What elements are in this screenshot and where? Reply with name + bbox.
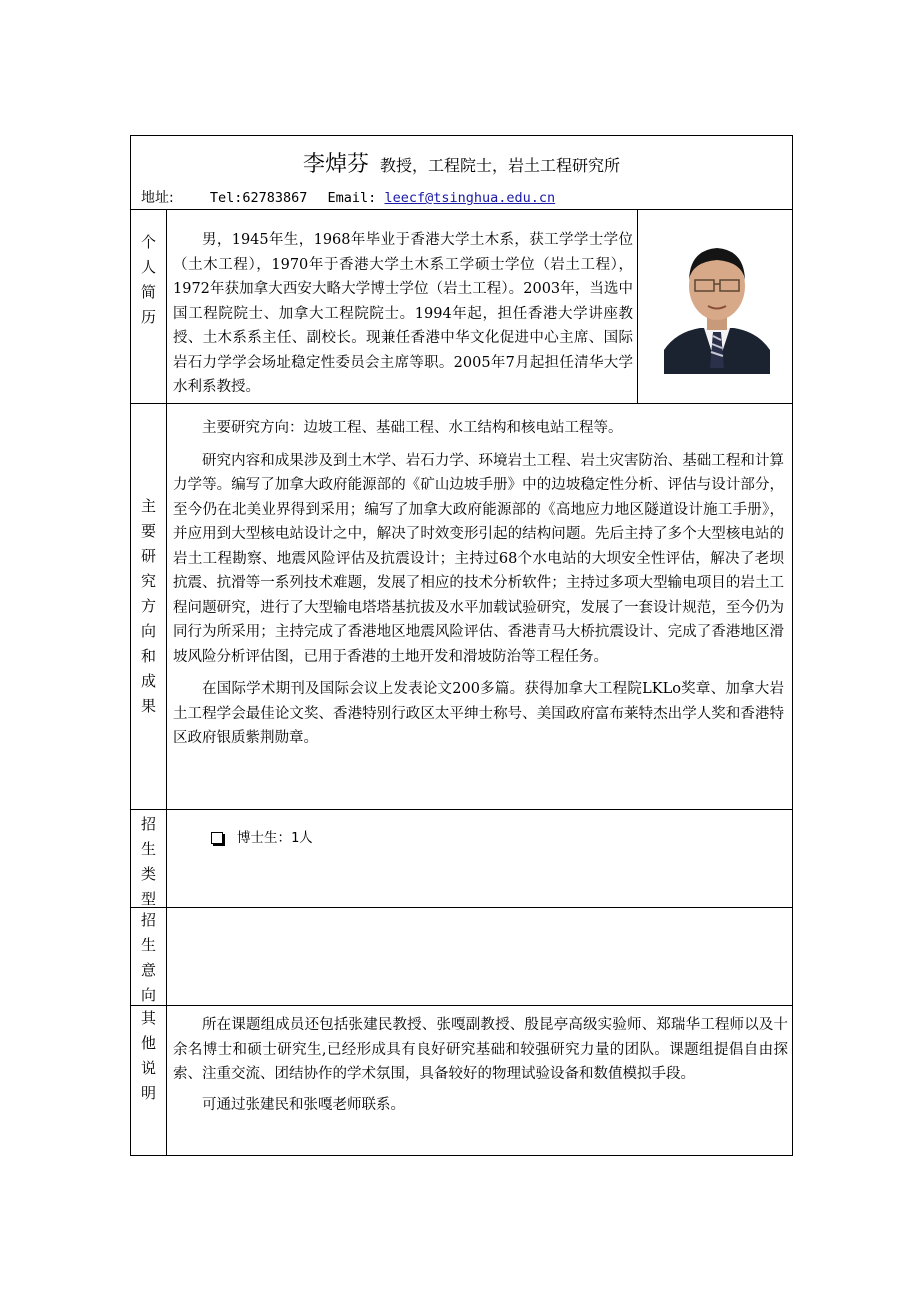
enroll-type-cell [167,810,792,907]
checkbox-icon [211,832,223,844]
team-description: 所在课题组成员还包括张建民教授、张嘎副教授、殷昆亭高级实验师、郑瑞华工程师以及十余名博士和硕士研究生,已经形成具有良好研究基础和较强研究力量的团队。课题组提倡自由探索、注重交流、团结协作的学术氛围，具备较好的物理试验设备和数值模拟手段。 [173,1017,788,1082]
phone-number: Tel:62783867 [209,190,308,206]
email-link[interactable]: leecf@tsinghua.edu.cn [384,190,556,206]
research-awards: 在国际学术期刊及国际会议上发表论文200多篇。获得加拿大工程院LKLo奖章、加拿大岩土工程学会最佳论文奖、香港特别行政区太平绅士称号、美国政府富布莱特杰出学人奖和香港特区政府银质紫荆勋章。 [173,681,784,746]
portrait-photo [664,240,770,374]
professor-name: 李焯芬 [302,152,369,177]
enroll-intent-cell [167,908,792,1005]
research-row [131,404,792,810]
research-label: 主 要 研 究 方 向 和 成 果 [131,404,167,809]
page-title [131,136,792,181]
other-cell [167,1006,792,1155]
professor-title: 教授，工程院士，岩土工程研究所 [380,156,621,175]
resume-label: 个 人 简 历 [131,210,167,403]
header-row [131,136,792,210]
photo-cell [637,210,792,403]
enroll-intent-row [131,908,792,1006]
phd-quota: 博士生：1人 [237,830,313,846]
contact-line [131,187,792,207]
enroll-type-label: 招 生 类 型 [131,810,167,907]
enroll-type-row [131,810,792,908]
research-cell [167,404,792,809]
resume-row [131,210,792,404]
other-label: 其 他 说 明 [131,1006,167,1155]
contact-note: 可通过张建民和张嘎老师联系。 [202,1096,405,1113]
resume-cell [167,210,637,403]
email-label: Email: [327,190,377,206]
research-results: 研究内容和成果涉及到土木学、岩石力学、环境岩土工程、岩土灾害防治、基础工程和计算力学等。编写了加拿大政府能源部的《矿山边坡手册》中的边坡稳定性分析、评估与设计部分，至今仍在北美业界得到采用；编写了加拿大政府能源部的《高地应力地区隧道设计施工手册》，并应用到大型核电站设计之中，解决了时效变形引起的结构问题。先后主持了多个大型核电站的岩土工程勘察、地震风险评估及抗震设计；主持过68个水电站的大坝安全性评估，解决了老坝抗震、抗滑等一系列技术难题，发展了相应的技术分析软件；主持过多项大型输电项目的岩土工程问题研究，进行了大型输电塔塔基抗拔及水平加载试验研究，发展了一套设计规范，至今仍为同行为所采用；主持完成了香港地区地震风险评估、香港青马大桥抗震设计、完成了香港地区滑坡风险分析评估图，已用于香港的土地开发和滑坡防治等工程任务。 [173,452,784,665]
other-row [131,1006,792,1155]
profile-table [130,135,793,1156]
resume-text: 男，1945年生，1968年毕业于香港大学土木系，获工学学士学位（土木工程），1970年于香港大学土木系工学硕士学位（岩土工程），1972年获加拿大西安大略大学博士学位（岩土工程）。2003年，当选中国工程院院士、加拿大工程院院士。1994年起，担任香港大学讲座教授、土木系系主任、副校长。现兼任香港中华文化促进中心主席、国际岩石力学学会场址稳定性委员会主席等职。2005年7月起担任清华大学水利系教授。 [173,232,633,395]
enroll-intent-label: 招 生 意 向 [131,908,167,1005]
address-label: 地址: [141,190,174,206]
research-direction: 主要研究方向：边坡工程、基础工程、水工结构和核电站工程等。 [202,420,623,436]
